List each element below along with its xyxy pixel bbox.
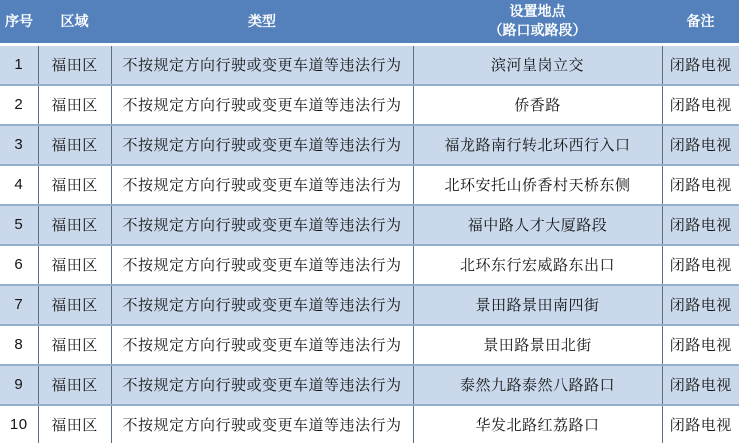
location-cell: 福中路人才大厦路段	[413, 205, 662, 245]
remark-cell: 闭路电视	[662, 205, 739, 245]
table-row	[0, 365, 739, 405]
type-cell: 不按规定方向行驶或变更车道等违法行为	[111, 245, 413, 285]
col-header-location	[413, 0, 662, 44]
table-row	[0, 44, 739, 85]
area-cell: 福田区	[38, 165, 111, 205]
area-cell: 福田区	[38, 365, 111, 405]
table-row	[0, 205, 739, 245]
table-row	[0, 405, 739, 443]
remark-cell: 闭路电视	[662, 325, 739, 365]
remark-cell: 闭路电视	[662, 125, 739, 165]
serial-cell: 7	[0, 285, 38, 325]
remark-cell: 闭路电视	[662, 165, 739, 205]
serial-cell: 1	[0, 44, 38, 85]
table-row	[0, 325, 739, 365]
serial-cell: 4	[0, 165, 38, 205]
table-row	[0, 125, 739, 165]
type-cell: 不按规定方向行驶或变更车道等违法行为	[111, 285, 413, 325]
remark-cell: 闭路电视	[662, 365, 739, 405]
area-cell: 福田区	[38, 205, 111, 245]
location-cell: 华发北路红荔路口	[413, 405, 662, 443]
area-cell: 福田区	[38, 44, 111, 85]
col-header-area: 区域	[38, 0, 111, 44]
type-cell: 不按规定方向行驶或变更车道等违法行为	[111, 365, 413, 405]
location-cell: 福龙路南行转北环西行入口	[413, 125, 662, 165]
area-cell: 福田区	[38, 125, 111, 165]
type-cell: 不按规定方向行驶或变更车道等违法行为	[111, 325, 413, 365]
serial-cell: 9	[0, 365, 38, 405]
table-row	[0, 285, 739, 325]
type-cell: 不按规定方向行驶或变更车道等违法行为	[111, 44, 413, 85]
table-row	[0, 245, 739, 285]
col-header-location-line1: 设置地点	[509, 3, 566, 20]
col-header-remark: 备注	[662, 0, 739, 44]
type-cell: 不按规定方向行驶或变更车道等违法行为	[111, 85, 413, 125]
serial-cell: 2	[0, 85, 38, 125]
area-cell: 福田区	[38, 285, 111, 325]
type-cell: 不按规定方向行驶或变更车道等违法行为	[111, 125, 413, 165]
area-cell: 福田区	[38, 325, 111, 365]
type-cell: 不按规定方向行驶或变更车道等违法行为	[111, 405, 413, 443]
location-cell: 景田路景田南四街	[413, 285, 662, 325]
col-header-location-line2: （路口或路段）	[488, 22, 587, 39]
location-cell: 北环东行宏威路东出口	[413, 245, 662, 285]
remark-cell: 闭路电视	[662, 405, 739, 443]
serial-cell: 8	[0, 325, 38, 365]
type-cell: 不按规定方向行驶或变更车道等违法行为	[111, 205, 413, 245]
remark-cell: 闭路电视	[662, 44, 739, 85]
table-row	[0, 165, 739, 205]
area-cell: 福田区	[38, 85, 111, 125]
location-cell: 滨河皇岗立交	[413, 44, 662, 85]
col-header-type: 类型	[111, 0, 413, 44]
serial-cell: 10	[0, 405, 38, 443]
type-cell: 不按规定方向行驶或变更车道等违法行为	[111, 165, 413, 205]
serial-cell: 6	[0, 245, 38, 285]
remark-cell: 闭路电视	[662, 85, 739, 125]
serial-cell: 3	[0, 125, 38, 165]
location-cell: 泰然九路泰然八路路口	[413, 365, 662, 405]
location-cell: 北环安托山侨香村天桥东侧	[413, 165, 662, 205]
serial-cell: 5	[0, 205, 38, 245]
area-cell: 福田区	[38, 245, 111, 285]
col-header-serial: 序号	[0, 0, 38, 44]
location-cell: 侨香路	[413, 85, 662, 125]
remark-cell: 闭路电视	[662, 245, 739, 285]
remark-cell: 闭路电视	[662, 285, 739, 325]
area-cell: 福田区	[38, 405, 111, 443]
table-header-row	[0, 0, 739, 44]
location-cell: 景田路景田北街	[413, 325, 662, 365]
table-row	[0, 85, 739, 125]
